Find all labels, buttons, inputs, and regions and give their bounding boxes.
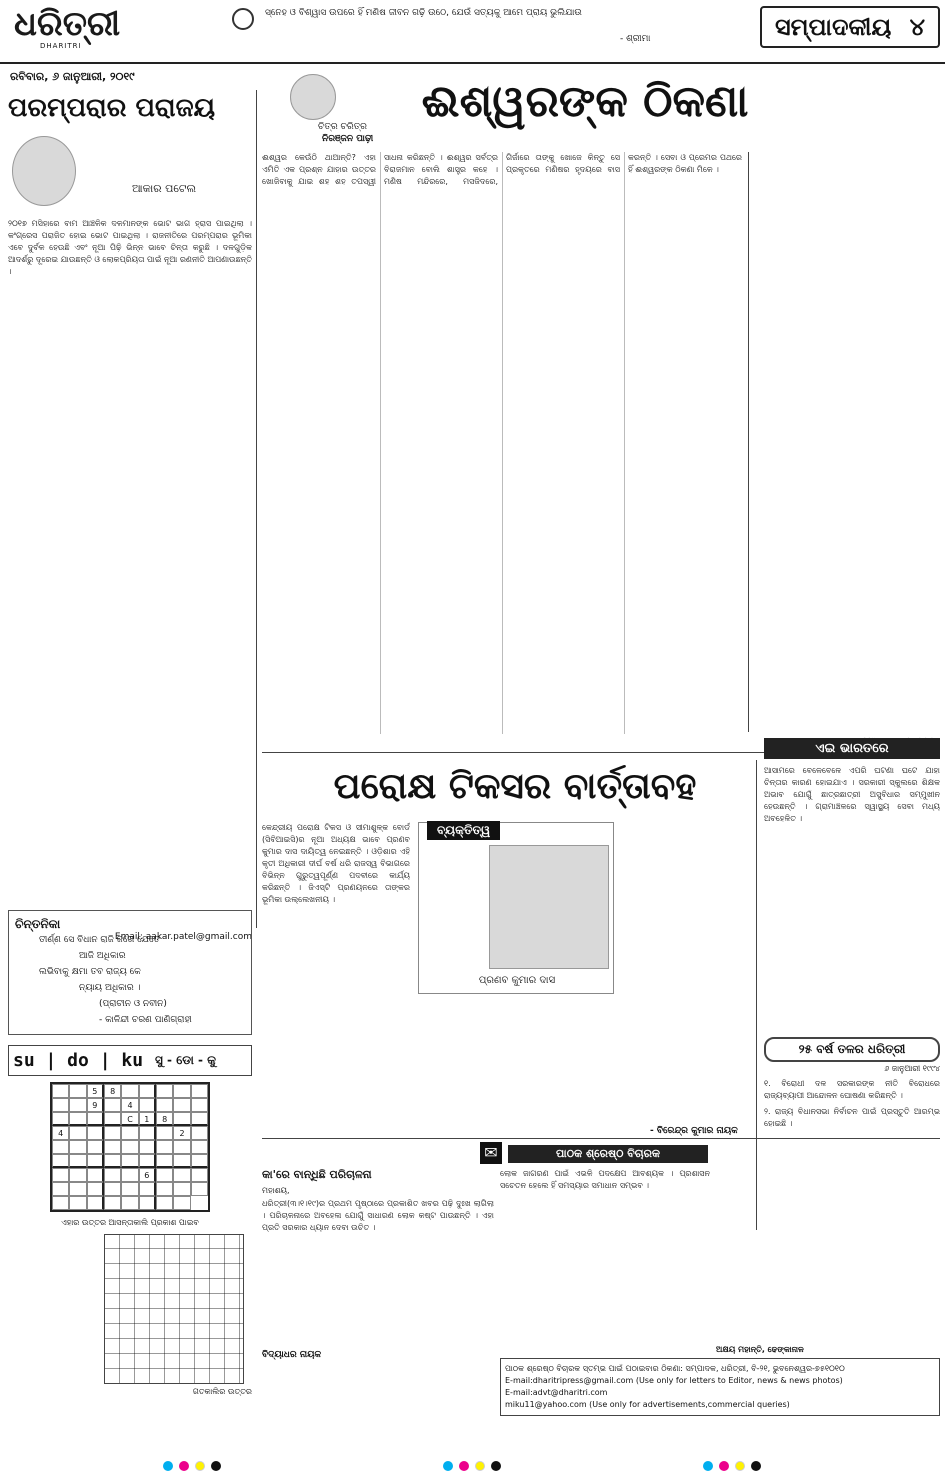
sudoku-cell[interactable] bbox=[191, 1140, 208, 1154]
columnist-name: ନିରଞ୍ଜନ ପାଢ଼ୀ bbox=[322, 134, 374, 144]
sudoku-cell[interactable] bbox=[173, 1098, 190, 1112]
right-column bbox=[764, 738, 940, 1130]
sudoku-cell[interactable] bbox=[104, 1126, 121, 1140]
sudoku-cell[interactable] bbox=[139, 1182, 156, 1196]
sudoku-cell[interactable] bbox=[156, 1140, 173, 1154]
daily-quote: ସ୍ନେହ ଓ ବିଶ୍ୱାସ ଉପରେ ହିଁ ମଣିଷ ଜୀବନ ଗଢ଼ି ଉଠେ, ଯେଉଁ ସତ୍ୟକୁ ଆମେ ପ୍ରାୟ ଭୁଲିଯାଉ bbox=[265, 8, 582, 18]
sudoku-cell[interactable]: 1 bbox=[139, 1112, 156, 1126]
chintanika-line: (ପ୍ରାଚୀନ ଓ ନବୀନ) bbox=[99, 999, 167, 1009]
sudoku-cell[interactable]: 2 bbox=[173, 1126, 190, 1140]
letter-body: ଧରିତ୍ରୀ(୩।୧।୧୯)ର ପ୍ରଥମ ପୃଷ୍ଠାରେ ପ୍ରକାଶିତ ଖବର ପଢ଼ି ଦୁଃଖ ଲାଗିଲା । ପରିଚାଳନାରେ ଅବହେଳା ଯୋଗୁଁ ସାଧାରଣ ଲୋକ କଷ୍ଟ ପାଉଛନ୍ତି । ଏହା ପ୍ରତି ସରକାର ଧ୍ୟାନ ଦେବା ଉଚିତ । bbox=[262, 1199, 494, 1232]
column-divider bbox=[256, 90, 257, 928]
cyan-mark bbox=[163, 1461, 173, 1471]
history-date: ୬ ଜାନୁଆରୀ ୧୯୯୪ bbox=[884, 1064, 940, 1073]
left-article-email: Email: aakar.patel@gmail.com bbox=[114, 932, 252, 942]
sudoku-cell[interactable] bbox=[191, 1098, 208, 1112]
sudoku-cell[interactable] bbox=[104, 1168, 121, 1182]
sudoku-cell[interactable] bbox=[52, 1112, 69, 1126]
chintanika-line: ତୀର୍ଣ୍ଣ ସେ ବିଧାନ ରାଜି ଜଗେ ଯେତେ bbox=[39, 935, 160, 945]
sudoku-cell[interactable]: 8 bbox=[104, 1084, 121, 1098]
magenta-mark bbox=[719, 1461, 729, 1471]
section-divider bbox=[262, 1138, 940, 1139]
letter-one bbox=[262, 1168, 494, 1360]
sudoku-cell[interactable] bbox=[139, 1098, 156, 1112]
magenta-mark bbox=[459, 1461, 469, 1471]
magenta-mark bbox=[179, 1461, 189, 1471]
column-label: ଚିତ୍ର ଚରିତ୍ର bbox=[318, 122, 367, 132]
sudoku-cell[interactable] bbox=[191, 1126, 208, 1140]
sudoku-note: ଏହାର ଉତ୍ତର ଆସନ୍ତାକାଲି ପ୍ରକାଶ ପାଇବ bbox=[61, 1218, 199, 1227]
email-editor[interactable]: E-mail:dharitripress@gmail.com (Use only for letters to Editor, news & news photos) bbox=[505, 1376, 843, 1385]
sudoku-cell[interactable] bbox=[173, 1196, 190, 1210]
sudoku-cell[interactable] bbox=[69, 1140, 86, 1154]
profile-body: କେନ୍ଦ୍ରୀୟ ପରୋକ୍ଷ ଟିକସ ଓ ସୀମାଶୁଳ୍କ ବୋର୍ଡ (ସିବିଆଇସି)ର ନୂଆ ଅଧ୍ୟକ୍ଷ ଭାବେ ପ୍ରଣବ କୁମାର ଦାସ ଦାୟିତ୍ୱ ନେଇଛନ୍ତି । ଓଡ଼ିଶାର ଏହି କୃତୀ ଅଧିକାରୀ ଦୀର୍ଘ ବର୍ଷ ଧରି ରାଜସ୍ୱ ବିଭାଗରେ ବିଭିନ୍ନ ଗୁରୁତ୍ୱପୂର୍ଣ୍ଣ ପଦବୀରେ କାର୍ଯ୍ୟ କରିଛନ୍ତି । ଜିଏସ୍‌ଟି ପ୍ରଣୟନରେ ତାଙ୍କର ଭୂମିକା ଉଲ୍ଲେଖନୀୟ । bbox=[262, 823, 410, 904]
sudoku-last-answer-label: ଗତକାଲିର ଉତ୍ତର bbox=[192, 1387, 252, 1396]
letters-icon: ✉ bbox=[480, 1142, 502, 1164]
sudoku-cell[interactable] bbox=[139, 1196, 156, 1210]
sudoku-cell[interactable] bbox=[121, 1140, 138, 1154]
chintanika-line: ଆଜି ଅଧିକାର bbox=[79, 951, 126, 961]
middle-article-title: ଈଶ୍ୱରଙ୍କ ଠିକଣା bbox=[421, 76, 749, 127]
sudoku-cell[interactable] bbox=[52, 1196, 69, 1210]
previous-sudoku-answer bbox=[104, 1234, 244, 1384]
sudoku-cell[interactable] bbox=[69, 1126, 86, 1140]
sudoku-cell[interactable] bbox=[191, 1084, 208, 1098]
cyan-mark bbox=[443, 1461, 453, 1471]
letters-title: ପାଠକ ଶ୍ରେଷ୍ଠ ବିଚାରକ bbox=[508, 1145, 708, 1163]
sudoku-cell[interactable] bbox=[121, 1126, 138, 1140]
sudoku-cell[interactable] bbox=[87, 1140, 104, 1154]
right-column-title: ଏଇ ଭାରତରେ bbox=[764, 738, 940, 759]
sudoku-cell[interactable] bbox=[173, 1154, 190, 1168]
address-line: ପାଠକ ଶ୍ରେଷ୍ଠ ବିଚାରକ ସ୍ତମ୍ଭ ପାଇଁ ପଠାଇବାର ଠିକଣା: ସମ୍ପାଦକ, ଧରିତ୍ରୀ, ବି-୨୧, ଭୁବନେଶ୍ୱର-୭୫୧୦୧୦ bbox=[505, 1364, 845, 1373]
letter-two-signer: ଅକ୍ଷୟ ମହାନ୍ତି, ଢେଙ୍କାନାଳ bbox=[716, 1345, 804, 1354]
sudoku-cell[interactable] bbox=[104, 1098, 121, 1112]
left-article-title: ପରମ୍ପରାର ପରାଜୟ bbox=[8, 93, 216, 123]
sudoku-cell[interactable] bbox=[52, 1168, 69, 1182]
black-mark bbox=[751, 1461, 761, 1471]
letter-salute: ମହାଶୟ, bbox=[262, 1186, 290, 1195]
sudoku-cell[interactable] bbox=[52, 1182, 69, 1196]
sudoku-cell[interactable] bbox=[87, 1126, 104, 1140]
profile-photo-box bbox=[418, 822, 614, 994]
sudoku-cell[interactable] bbox=[104, 1140, 121, 1154]
chintanika-line: ନ୍ୟାୟ ଅଧିକାର । bbox=[79, 983, 141, 993]
sudoku-cell[interactable]: 5 bbox=[87, 1084, 104, 1098]
sudoku-cell[interactable] bbox=[69, 1154, 86, 1168]
profile-body-continued bbox=[418, 1000, 614, 1122]
sudoku-cell[interactable] bbox=[69, 1084, 86, 1098]
sudoku-cell[interactable] bbox=[173, 1168, 190, 1182]
yellow-mark bbox=[735, 1461, 745, 1471]
sudoku-cell[interactable] bbox=[156, 1154, 173, 1168]
page-number: ୪ bbox=[909, 13, 926, 41]
sudoku-cell[interactable] bbox=[191, 1154, 208, 1168]
sudoku-title: su | do | ku bbox=[13, 1050, 144, 1071]
sudoku-instructions bbox=[8, 1234, 98, 1384]
letter-three-body bbox=[716, 1168, 940, 1344]
letter-two-body: ଲୋକ ଜାଗରଣ ପାଇଁ ଏଭଳି ପଦକ୍ଷେପ ଆବଶ୍ୟକ । ପ୍ରଶାସନ ସଚେତନ ହେଲେ ହିଁ ସମସ୍ୟାର ସମାଧାନ ସମ୍ଭବ । bbox=[500, 1169, 710, 1190]
sudoku-cell[interactable]: 9 bbox=[87, 1098, 104, 1112]
letter-signer: ବିଦ୍ୟାଧର ନାୟକ bbox=[262, 1350, 322, 1360]
chakra-icon bbox=[232, 8, 254, 30]
sudoku-cell[interactable] bbox=[87, 1182, 104, 1196]
profile-photo-caption: ପ୍ରଣବ କୁମାର ଦାସ bbox=[478, 975, 556, 986]
black-mark bbox=[211, 1461, 221, 1471]
columnist-block bbox=[262, 70, 382, 144]
sudoku-cell[interactable] bbox=[156, 1084, 173, 1098]
sudoku-cell[interactable] bbox=[52, 1098, 69, 1112]
sudoku-grid[interactable] bbox=[50, 1082, 210, 1212]
left-article bbox=[8, 90, 252, 942]
cyan-mark bbox=[703, 1461, 713, 1471]
email-commercial[interactable]: miku11@yahoo.com (Use only for advertisements,commercial queries) bbox=[505, 1400, 790, 1409]
middle-article-body-continued bbox=[756, 152, 938, 734]
section-name: ସମ୍ପାଦକୀୟ bbox=[774, 13, 892, 41]
history-item: ୨. ରାଜ୍ୟ ବିଧାନସଭା ନିର୍ବାଚନ ପାଇଁ ପ୍ରସ୍ତୁତି ଆରମ୍ଭ ହୋଇଛି । bbox=[764, 1107, 940, 1128]
sudoku-cell[interactable] bbox=[121, 1196, 138, 1210]
sudoku-cell[interactable] bbox=[173, 1112, 190, 1126]
sudoku-cell[interactable] bbox=[173, 1182, 190, 1196]
sudoku-cell[interactable] bbox=[69, 1182, 86, 1196]
sudoku-cell[interactable] bbox=[191, 1168, 208, 1182]
profile-body-right bbox=[620, 822, 750, 1122]
column-divider bbox=[756, 760, 757, 1230]
chintanika-title: ଚିନ୍ତନିକା bbox=[15, 917, 61, 931]
yellow-mark bbox=[195, 1461, 205, 1471]
section-badge bbox=[760, 6, 940, 48]
registration-marks bbox=[700, 1456, 764, 1470]
sudoku-cell[interactable] bbox=[52, 1140, 69, 1154]
sudoku-cell[interactable] bbox=[87, 1168, 104, 1182]
masthead bbox=[0, 0, 945, 64]
yellow-mark bbox=[475, 1461, 485, 1471]
history-title: ୨୫ ବର୍ଷ ତଳର ଧରିତ୍ରୀ bbox=[798, 1042, 906, 1056]
sudoku-cell[interactable] bbox=[121, 1168, 138, 1182]
sudoku-cell[interactable] bbox=[139, 1154, 156, 1168]
letter-title: କା'ରେ ବାନ୍ଧିଛି ପରିଚାଳନା bbox=[262, 1168, 372, 1181]
sudoku-cell[interactable] bbox=[156, 1126, 173, 1140]
sudoku-cell[interactable] bbox=[156, 1182, 173, 1196]
sudoku-cell[interactable] bbox=[121, 1154, 138, 1168]
sudoku-cell[interactable]: 4 bbox=[52, 1126, 69, 1140]
sudoku-cell[interactable] bbox=[139, 1084, 156, 1098]
dateline: ରବିବାର, ୬ ଜାନୁଆରୀ, ୨୦୧୯ bbox=[10, 70, 135, 83]
history-item: ୧. ବିରୋଧୀ ଦଳ ସରକାରଙ୍କ ନୀତି ବିରୋଧରେ ରାଜ୍ୟବ୍ୟାପୀ ଆନ୍ଦୋଳନ ଘୋଷଣା କରିଛନ୍ତି । bbox=[764, 1079, 940, 1100]
profile-byline: - ବିରେନ୍ଦ୍ର କୁମାର ନାୟକ bbox=[650, 1126, 738, 1136]
right-column-body: ଆସାମରେ ବେଳେବେଳେ ଏପରି ଘଟଣା ଘଟେ ଯାହା ଚିନ୍ତାର କାରଣ ହୋଇଯାଏ । ସରକାରୀ ସ୍କୁଲରେ ଶିକ୍ଷକ ଅଭାବ ଯୋଗୁଁ ଛାତ୍ରଛାତ୍ରୀ ଅସୁବିଧାର ସମ୍ମୁଖୀନ ହେଉଛନ୍ତି । ଗ୍ରାମାଞ୍ଚଳରେ ସ୍ୱାସ୍ଥ୍ୟ ସେବା ମଧ୍ୟ ଅବହେଳିତ । bbox=[764, 766, 940, 823]
sudoku-cell[interactable] bbox=[69, 1112, 86, 1126]
chintanika-line: - କାଳିନ୍ଦୀ ଚରଣ ପାଣିଗ୍ରାହୀ bbox=[99, 1015, 192, 1025]
sudoku-cell[interactable] bbox=[156, 1098, 173, 1112]
letters-address-box bbox=[500, 1358, 940, 1416]
sudoku-cell[interactable] bbox=[191, 1182, 208, 1196]
sudoku-cell[interactable] bbox=[191, 1112, 208, 1126]
logo-subtitle: DHARITRI bbox=[40, 42, 82, 50]
profile-label: ବ୍ୟକ୍ତିତ୍ୱ bbox=[427, 821, 500, 840]
sudoku-cell[interactable] bbox=[173, 1140, 190, 1154]
sudoku-cell[interactable] bbox=[121, 1182, 138, 1196]
sudoku-cell[interactable] bbox=[87, 1112, 104, 1126]
email-advt[interactable]: E-mail:advt@dharitri.com bbox=[505, 1388, 608, 1397]
sudoku-cell[interactable] bbox=[156, 1168, 173, 1182]
sudoku-cell[interactable]: 8 bbox=[156, 1112, 173, 1126]
sudoku-box bbox=[8, 1045, 252, 1397]
sudoku-cell[interactable] bbox=[52, 1084, 69, 1098]
sudoku-cell[interactable] bbox=[69, 1168, 86, 1182]
sudoku-cell[interactable] bbox=[104, 1182, 121, 1196]
profile-photo bbox=[489, 845, 609, 969]
black-mark bbox=[491, 1461, 501, 1471]
author-photo bbox=[12, 136, 76, 206]
sudoku-cell[interactable] bbox=[139, 1126, 156, 1140]
sudoku-cell[interactable]: 4 bbox=[121, 1098, 138, 1112]
sudoku-cell[interactable] bbox=[87, 1154, 104, 1168]
sudoku-cell[interactable] bbox=[52, 1154, 69, 1168]
column-divider bbox=[748, 152, 749, 732]
registration-marks bbox=[160, 1456, 224, 1470]
columnist-photo bbox=[290, 74, 336, 120]
sudoku-title-odia: ସୁ - ଡୋ - କୁ bbox=[155, 1053, 217, 1067]
profile-title: ପରୋକ୍ଷ ଟିକସର ବାର୍ତ୍ତାବହ bbox=[333, 765, 697, 807]
left-article-body: ୨୦୧୭ ମସିହାରେ ବାମ ଆଞ୍ଚଳିକ ଦଳମାନଙ୍କ ଭୋଟ ଭାଗ ହ୍ରାସ ପାଇଥିଲା । କଂଗ୍ରେସ ପରାଜିତ ହୋଇ ଭୋଟ ପାଇଥିଲା । ରାଜନୀତିରେ ପରମ୍ପରାର ଭୂମିକା ଏବେ ଦୁର୍ବଳ ହେଉଛି ଏବଂ ନୂଆ ପିଢ଼ି ଭିନ୍ନ ଭାବେ ଚିନ୍ତା କରୁଛି । ଦଳଗୁଡ଼ିକ ଆଦର୍ଶରୁ ଦୂରେଇ ଯାଉଛନ୍ତି ଓ ଲୋକପ୍ରିୟତା ପାଇଁ ନୂଆ ରଣନୀତି ଆପଣାଉଛନ୍ତି । bbox=[8, 219, 252, 276]
sudoku-cell[interactable] bbox=[69, 1098, 86, 1112]
chintanika-line: ଲଭିବାକୁ କ୍ଷମା ତବ ରାଜ୍ୟ କେ bbox=[39, 967, 141, 977]
sudoku-cell[interactable] bbox=[87, 1196, 104, 1210]
sudoku-cell[interactable] bbox=[104, 1112, 121, 1126]
sudoku-cell[interactable]: C bbox=[121, 1112, 138, 1126]
registration-marks bbox=[440, 1456, 504, 1470]
left-author: ଆକାର ପଟେଲ bbox=[132, 182, 197, 195]
quote-author: - ଶ୍ରୀମା bbox=[620, 34, 651, 44]
sudoku-cell[interactable]: 6 bbox=[139, 1168, 156, 1182]
sudoku-cell[interactable] bbox=[104, 1196, 121, 1210]
sudoku-cell[interactable] bbox=[156, 1196, 173, 1210]
logo: ଧରିତ୍ରୀ bbox=[14, 4, 121, 44]
sudoku-cell[interactable] bbox=[69, 1196, 86, 1210]
sudoku-cell[interactable] bbox=[104, 1154, 121, 1168]
sudoku-cell[interactable] bbox=[121, 1084, 138, 1098]
middle-article-body: ଈଶ୍ୱର କେଉଁଠି ଥାଆନ୍ତି? ଏହା ଏମିତି ଏକ ପ୍ରଶ୍ନ ଯାହାର ଉତ୍ତର ଖୋଜିବାକୁ ଯାଇ ଶହ ଶହ ତପସ୍ୱୀ ସାଧନା କରିଛନ୍ତି । ଈଶ୍ୱର ସର୍ବତ୍ର ବିରାଜମାନ ବୋଲି ଶାସ୍ତ୍ର କହେ । ମଣିଷ ମନ୍ଦିରରେ, ମସଜିଦରେ, ଗିର୍ଜାରେ ତାଙ୍କୁ ଖୋଜେ କିନ୍ତୁ ସେ ପ୍ରକୃତରେ ମଣିଷର ହୃଦୟରେ ବାସ କରନ୍ତି । ସେବା ଓ ପ୍ରେମର ପଥରେ ହିଁ ଈଶ୍ୱରଙ୍କ ଠିକଣା ମିଳେ । bbox=[262, 153, 742, 186]
sudoku-cell[interactable] bbox=[173, 1084, 190, 1098]
chintanika-box bbox=[8, 910, 252, 1035]
sudoku-cell[interactable] bbox=[139, 1140, 156, 1154]
